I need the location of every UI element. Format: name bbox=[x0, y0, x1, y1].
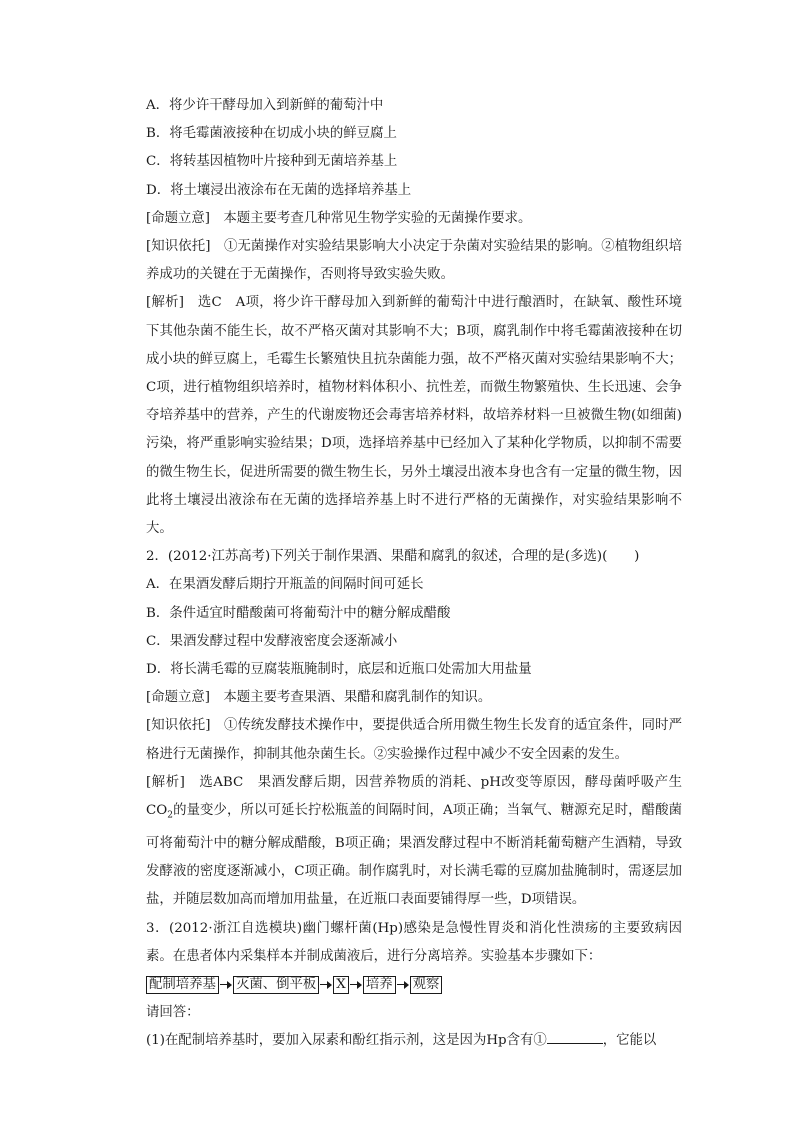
q3-sub1-part-b: ，它能以 bbox=[602, 1033, 657, 1049]
q1-intent: [命题立意] 本题主要考查几种常见生物学实验的无菌操作要求。 bbox=[146, 210, 532, 226]
q1-knowledge: [知识依托] ①无菌操作对实验结果影响大小决定于杂菌对实验结果的影响。②植物组织培养成功的关键在于无菌操作，否则将导致实验失败。 bbox=[146, 239, 682, 283]
q1-analysis: [解析] 选C A项，将少许干酵母加入到新鲜的葡萄汁中进行酿酒时，在缺氧、酸性环境下其他杂菌不能生长，故不严格灭菌对其影响不大；B项，腐乳制作中将毛霉菌液接种在切成小块的鲜豆腐上，毛霉生长繁殖快且抗杂菌能力强，故不严格灭菌对实验结果影响不大；C项，进行植物组织培养时，植物材料体积小、抗性差，而微生物繁殖快、生长迅速、会争夺培养基中的营养，产生的代谢废物还会毒害培养材料，故培养材料一旦被微生物(如细菌)污染，将严重影响实验结果；D项，选择培养基中已经加入了某种化学物质，以抑制不需要的微生物生长，促进所需要的微生物生长，另外土壤浸出液本身也含有一定量的微生物，因此将土壤浸出液涂布在无菌的选择培养基上时不进行严格的无菌操作，对实验结果影响不大。 bbox=[146, 295, 682, 537]
q2-analysis bbox=[146, 769, 682, 915]
answer-blank[interactable] bbox=[547, 1029, 603, 1044]
q2-option-b: B．条件适宜时醋酸菌可将葡萄汁中的糖分解成醋酸 bbox=[146, 605, 451, 621]
flow-arrow-icon bbox=[349, 977, 363, 993]
flow-step-3: X bbox=[333, 976, 349, 994]
q2-analysis-part-b: 的量变少，所以可延长拧松瓶盖的间隔时间，A项正确；当氧气、糖源充足时，醋酸菌可将葡萄汁中的糖分解成醋酸，B项正确；果酒发酵过程中不断消耗葡萄糖产生酒精，导致发酵液的密度逐渐减小，C项正确。制作腐乳时，对长满毛霉的豆腐加盐腌制时，需逐层加盐，并随层数加高而增加用盐量，在近瓶口表面要铺得厚一些，D项错误。 bbox=[146, 803, 682, 908]
flow-step-2: 灭菌、倒平板 bbox=[233, 976, 319, 994]
q3-sub1-part-a: (1)在配制培养基时，要加入尿素和酚红指示剂，这是因为Hp含有① bbox=[146, 1033, 547, 1049]
q2-option-c: C．果酒发酵过程中发酵液密度会逐渐减小 bbox=[146, 633, 398, 649]
q2-stem: 2．(2012·江苏高考)下列关于制作果酒、果醋和腐乳的叙述，合理的是(多选)( ) bbox=[146, 549, 640, 565]
q2-intent: [命题立意] 本题主要考查果酒、果醋和腐乳制作的知识。 bbox=[146, 690, 492, 706]
q3-sub1 bbox=[146, 1027, 682, 1055]
q2-analysis-subscript: 2 bbox=[167, 810, 173, 821]
q3-flowchart bbox=[146, 974, 682, 996]
q1-option-b: B．将毛霉菌液接种在切成小块的鲜豆腐上 bbox=[146, 126, 397, 142]
q3-ask: 请回答： bbox=[146, 1004, 200, 1020]
flow-arrow-icon bbox=[396, 977, 410, 993]
flow-step-1: 配制培养基 bbox=[146, 976, 219, 994]
q1-option-c: C．将转基因植物叶片接种到无菌培养基上 bbox=[146, 154, 398, 170]
q2-option-a: A．在果酒发酵后期拧开瓶盖的间隔时间可延长 bbox=[146, 577, 424, 593]
q3-stem: 3．(2012·浙江自选模块)幽门螺杆菌(Hp)感染是急慢性胃炎和消化性溃疡的主要致病因素。在患者体内采集样本并制成菌液后，进行分离培养。实验基本步骤如下： bbox=[146, 920, 682, 964]
q2-analysis-part-a: [解析] 选ABC 果酒发酵后期，因营养物质的消耗、pH改变等原因，酵母菌呼吸产生CO bbox=[146, 774, 682, 819]
flow-arrow-icon bbox=[319, 977, 333, 993]
flow-step-4: 培养 bbox=[363, 976, 396, 994]
q2-option-d: D．将长满毛霉的豆腐装瓶腌制时，底层和近瓶口处需加大用盐量 bbox=[146, 662, 532, 678]
flow-step-5: 观察 bbox=[410, 976, 443, 994]
q1-option-a: A．将少许干酵母加入到新鲜的葡萄汁中 bbox=[146, 98, 384, 113]
content bbox=[146, 92, 682, 1055]
q1-option-d: D．将土壤浸出液涂布在无菌的选择培养基上 bbox=[146, 182, 412, 198]
flow-arrow-icon bbox=[219, 977, 233, 993]
q2-knowledge: [知识依托] ①传统发酵技术操作中，要提供适合所用微生物生长发育的适宜条件，同时严格进行无菌操作，抑制其他杂菌生长。②实验操作过程中减少不安全因素的发生。 bbox=[146, 718, 682, 762]
